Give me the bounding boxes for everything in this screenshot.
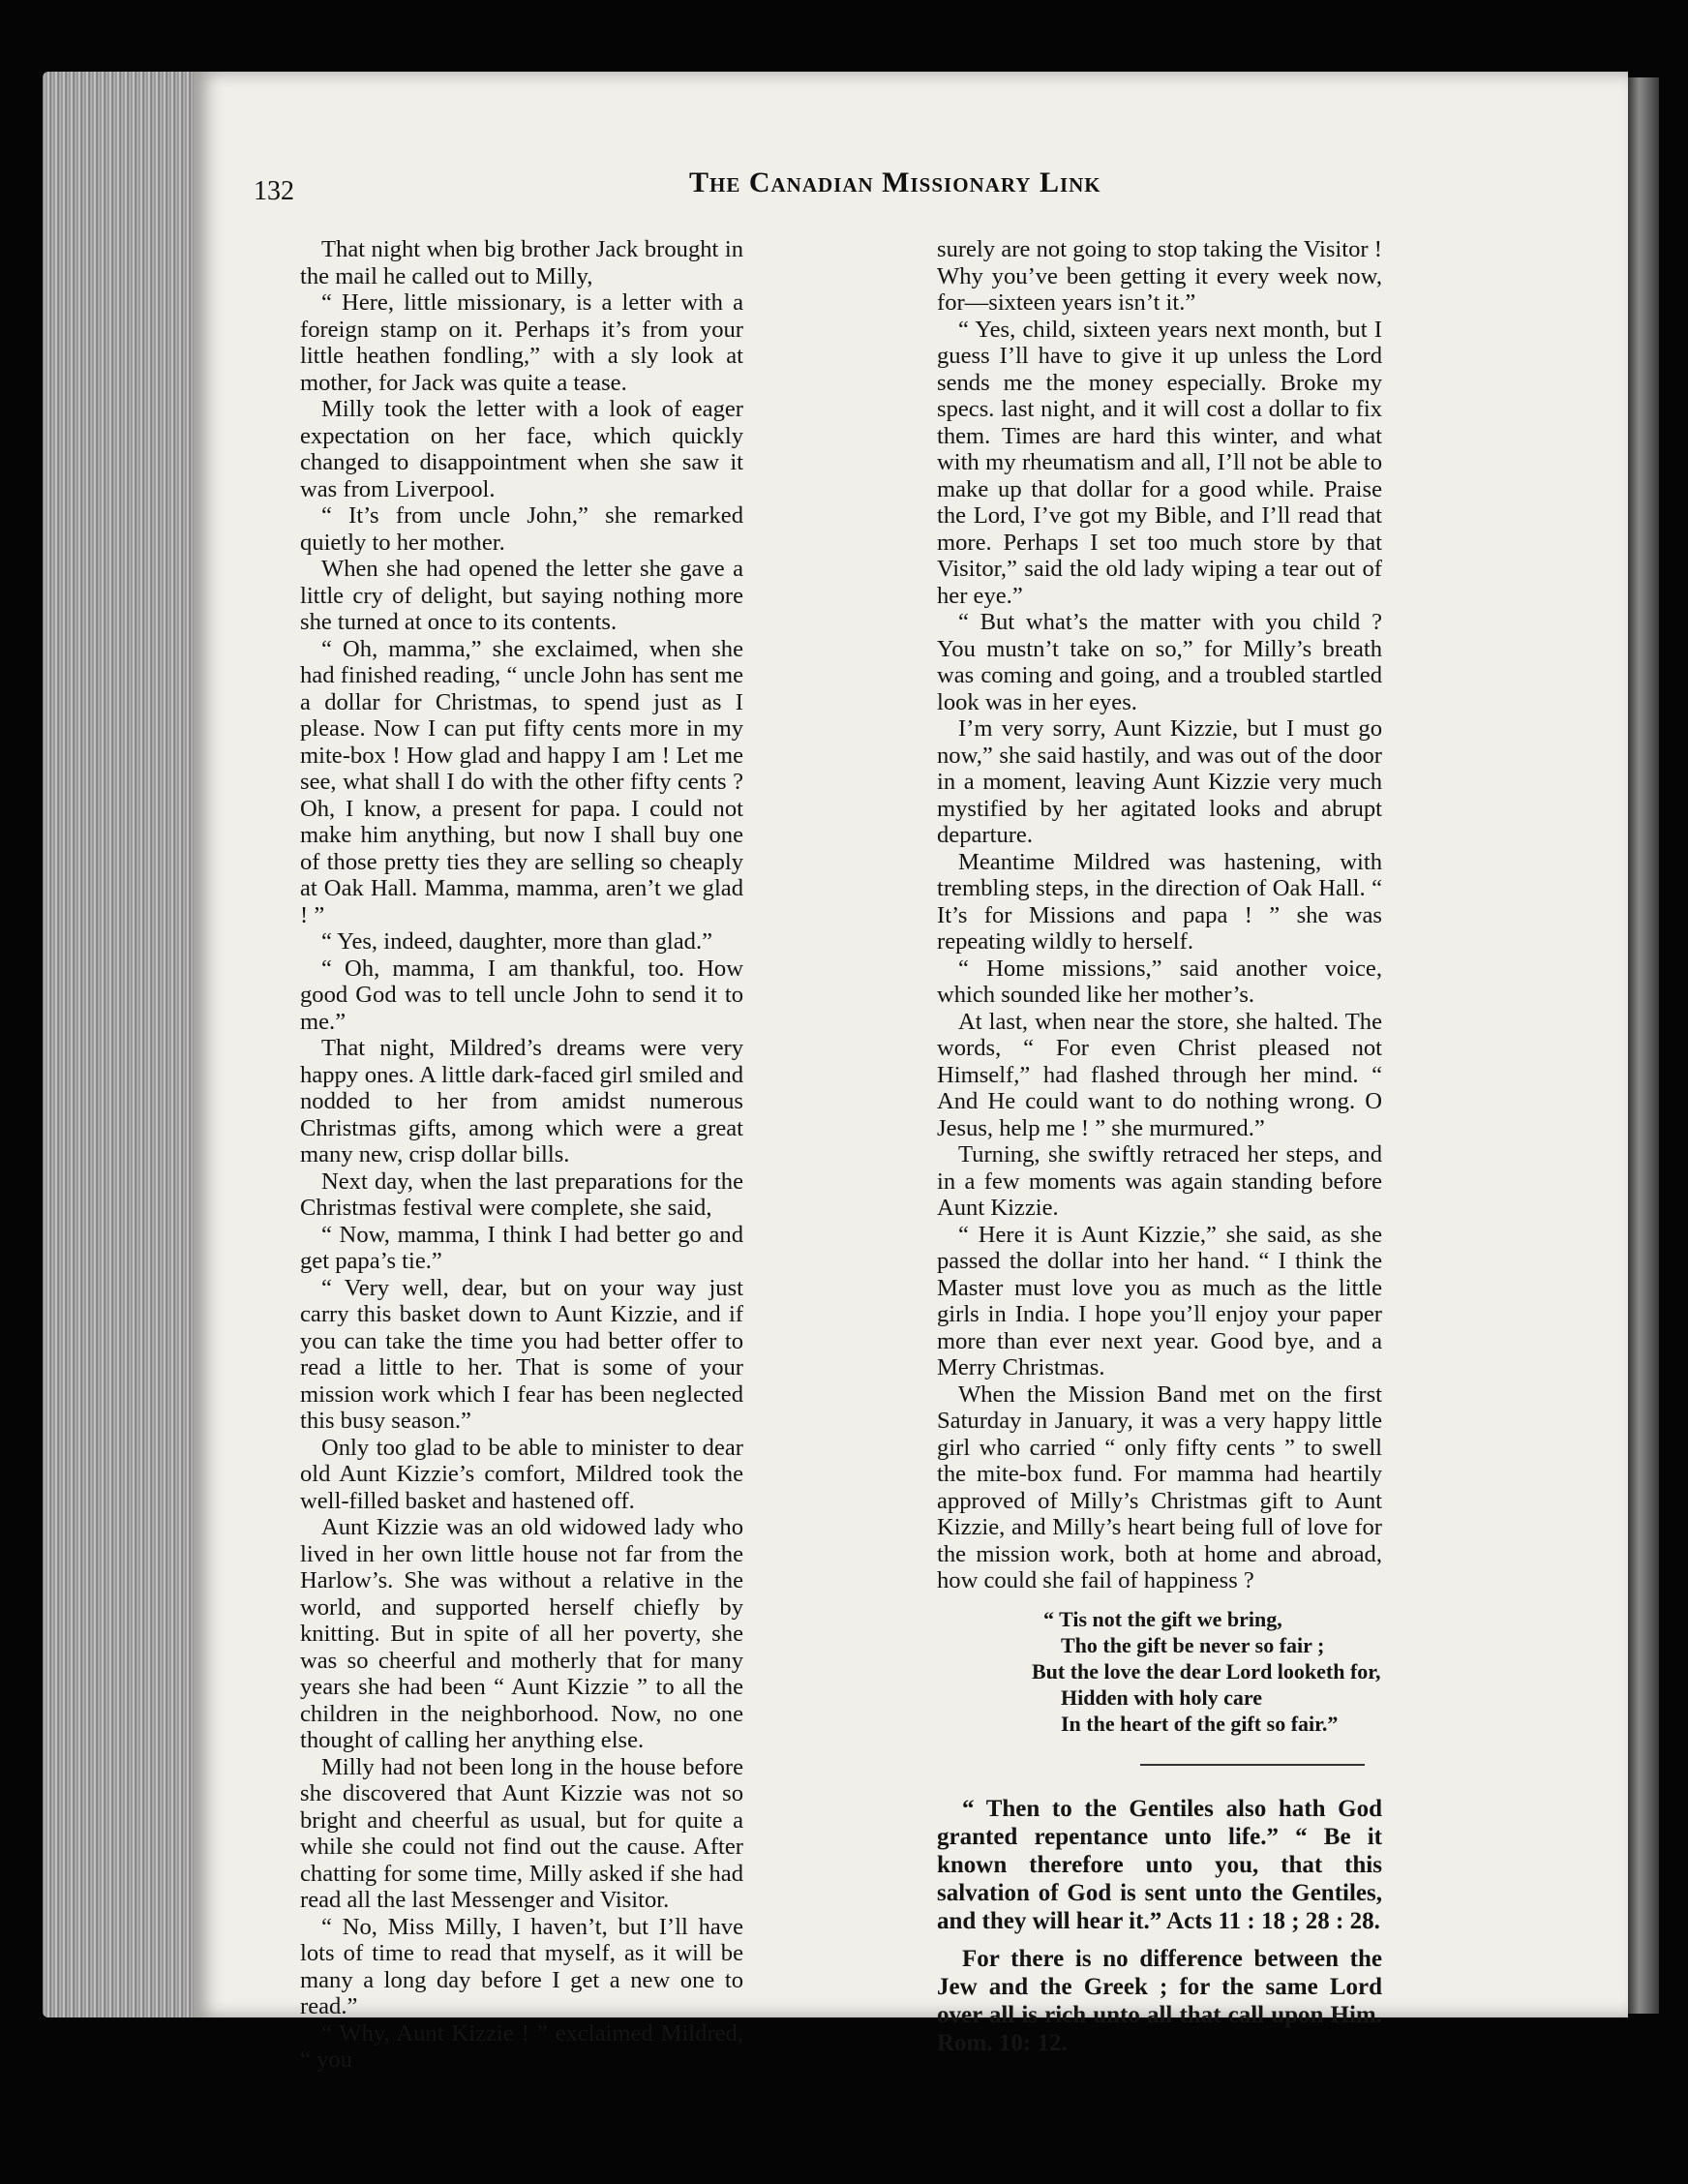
left-column: [300, 236, 743, 2074]
book-page-edges: [43, 72, 197, 2017]
paragraph: “ Yes, indeed, daughter, more than glad.”: [321, 928, 713, 955]
paragraph: “ Oh, mamma,” she exclaimed, when she had finished reading, “ uncle John has sent me a dollar for Christmas, to spend just as I please. Now I can put fifty cents more in my mite-box ! How glad and happy I am ! Let me see, what shall I do with the other fifty cents ? Oh, I know, a present for papa. I could not make him anything, but now I shall buy one of those pretty ties they are selling so cheaply at Oak Hall. Mamma, mamma, aren’t we glad ! ”: [300, 635, 743, 928]
paragraph: When the Mission Band met on the first Saturday in January, it was a very happy little girl who carried “ only fifty cents ” to swell the mite-box fund. For mamma had heartily approved of Milly’s Christmas gift to Aunt Kizzie, and Milly’s heart being full of love for the mission work, both at home and abroad, how could she fail of happiness ?: [937, 1380, 1382, 1593]
paragraph: “ Home missions,” said another voice, which sounded like her mother’s.: [937, 955, 1382, 1008]
paragraph: “ Here it is Aunt Kizzie,” she said, as she passed the dollar into her hand. “ I think the Master must love you as much as the little girls in India. I hope you’ll enjoy your paper more than ever next year. Good bye, and a Merry Christmas.: [937, 1221, 1382, 1380]
paragraph: “ Why, Aunt Kizzie ! ” exclaimed Mildred, “ you: [300, 2019, 743, 2073]
paragraph: I’m very sorry, Aunt Kizzie, but I must go now,” she said hastily, and was out of the door in a moment, leaving Aunt Kizzie very much mystified by her agitated looks and abrupt departure.: [937, 715, 1382, 848]
paragraph: “ Very well, dear, but on your way just carry this basket down to Aunt Kizzie, and if you can take the time you had better offer to read a little to her. That is some of your mission work which I fear has been neglected this busy season.”: [300, 1274, 743, 1434]
paragraph: “ Oh, mamma, I am thankful, too. How good God was to tell uncle John to send it to me.”: [300, 955, 743, 1035]
scripture-quote: For there is no difference between the Jew and the Greek ; for the same Lord over all is rich unto all that call upon Him. Rom. 10: 12.: [937, 1945, 1382, 2056]
paragraph: Aunt Kizzie was an old widowed lady who lived in her own little house not far from the Harlow’s. She was without a relative in the world, and supported herself chiefly by knitting. But in spite of all her poverty, she was so cheerful and motherly that for many years she had been “ Aunt Kizzie ” to all the children in the neighborhood. Now, no one thought of calling her anything else.: [300, 1514, 743, 1753]
poem: [937, 1606, 1382, 1737]
paragraph: Milly had not been long in the house before she discovered that Aunt Kizzie was not so bright and cheerful as usual, but for quite a while she could not find out the cause. After chatting for some time, Milly asked if she had read all the last Messenger and Visitor.: [300, 1753, 743, 1913]
running-head: The Canadian Missionary Link: [689, 167, 1101, 198]
paragraph: “ Here, little missionary, is a letter with a foreign stamp on it. Perhaps it’s from your little heathen fondling,” with a sly look at mother, for Jack was quite a tease.: [300, 289, 743, 396]
scripture-block: [937, 1795, 1382, 2057]
section-divider: [1140, 1764, 1365, 1766]
paragraph: At last, when near the store, she halted. The words, “ For even Christ pleased not Himself,” had flashed through her mind. “ And He could want to do nothing wrong. O Jesus, help me ! ” she murmured.”: [937, 1008, 1382, 1141]
right-column: [937, 236, 1382, 2067]
paragraph: Meantime Mildred was hastening, with trembling steps, in the direction of Oak Hall. “ It’s for Missions and papa ! ” she was repeating wildly to herself.: [937, 848, 1382, 955]
poem-line: “ Tis not the gift we bring,: [1043, 1606, 1282, 1631]
paragraph: Next day, when the last preparations for the Christmas festival were complete, she said,: [300, 1168, 743, 1221]
paragraph: That night, Mildred’s dreams were very happy ones. A little dark-faced girl smiled and nodded to her from amidst numerous Christmas gifts, among which were a great many new, crisp dollar bills.: [300, 1035, 743, 1168]
paragraph: “ It’s from uncle John,” she remarked quietly to her mother.: [300, 502, 743, 556]
paragraph: “ Now, mamma, I think I had better go and get papa’s tie.”: [300, 1221, 743, 1274]
paragraph: That night when big brother Jack brought in the mail he called out to Milly,: [300, 236, 743, 289]
poem-line: Hidden with holy care: [1061, 1684, 1263, 1710]
paragraph: “ Yes, child, sixteen years next month, but I guess I’ll have to give it up unless the Lord sends me the money especially. Broke my specs. last night, and it will cost a dollar to fix them. Times are hard this winter, and what with my rheumatism and all, I’ll not be able to make up that dollar for a good while. Praise the Lord, I’ve got my Bible, and I’ll read that more. Perhaps I set too much store by that Visitor,” said the old lady wiping a tear out of her eye.”: [937, 316, 1382, 609]
paragraph: surely are not going to stop taking the Visitor ! Why you’ve been getting it every week now, for—sixteen years isn’t it.”: [937, 236, 1382, 316]
poem-line: Tho the gift be never so fair ;: [1061, 1632, 1325, 1657]
paragraph: Only too glad to be able to minister to dear old Aunt Kizzie’s comfort, Mildred took the well-filled basket and hastened off.: [300, 1434, 743, 1514]
paragraph: “ But what’s the matter with you child ? You mustn’t take on so,” for Milly’s breath was coming and going, and a troubled startled look was in her eyes.: [937, 609, 1382, 715]
paragraph: “ No, Miss Milly, I haven’t, but I’ll have lots of time to read that myself, as it will be many a long day before I get a new one to read.”: [300, 1913, 743, 2019]
book-page: [194, 72, 1628, 2073]
page-number: 132: [254, 176, 294, 206]
paragraph: Turning, she swiftly retraced her steps, and in a few moments was again standing before Aunt Kizzie.: [937, 1141, 1382, 1221]
poem-line: But the love the dear Lord looketh for,: [1032, 1658, 1381, 1684]
scripture-quote: “ Then to the Gentiles also hath God granted repentance unto life.” “ Be it known therefore unto you, that this salvation of God is sent unto the Gentiles, and they will hear it.” Acts 11 : 18 ; 28 : 28.: [937, 1795, 1382, 1934]
paragraph: When she had opened the letter she gave a little cry of delight, but saying nothing more she turned at once to its contents.: [300, 556, 743, 635]
book-binding-edge: [1626, 77, 1659, 2014]
poem-line: In the heart of the gift so fair.”: [1061, 1711, 1339, 1736]
paragraph: Milly took the letter with a look of eager expectation on her face, which quickly changed to disappointment when she saw it was from Liverpool.: [300, 396, 743, 502]
